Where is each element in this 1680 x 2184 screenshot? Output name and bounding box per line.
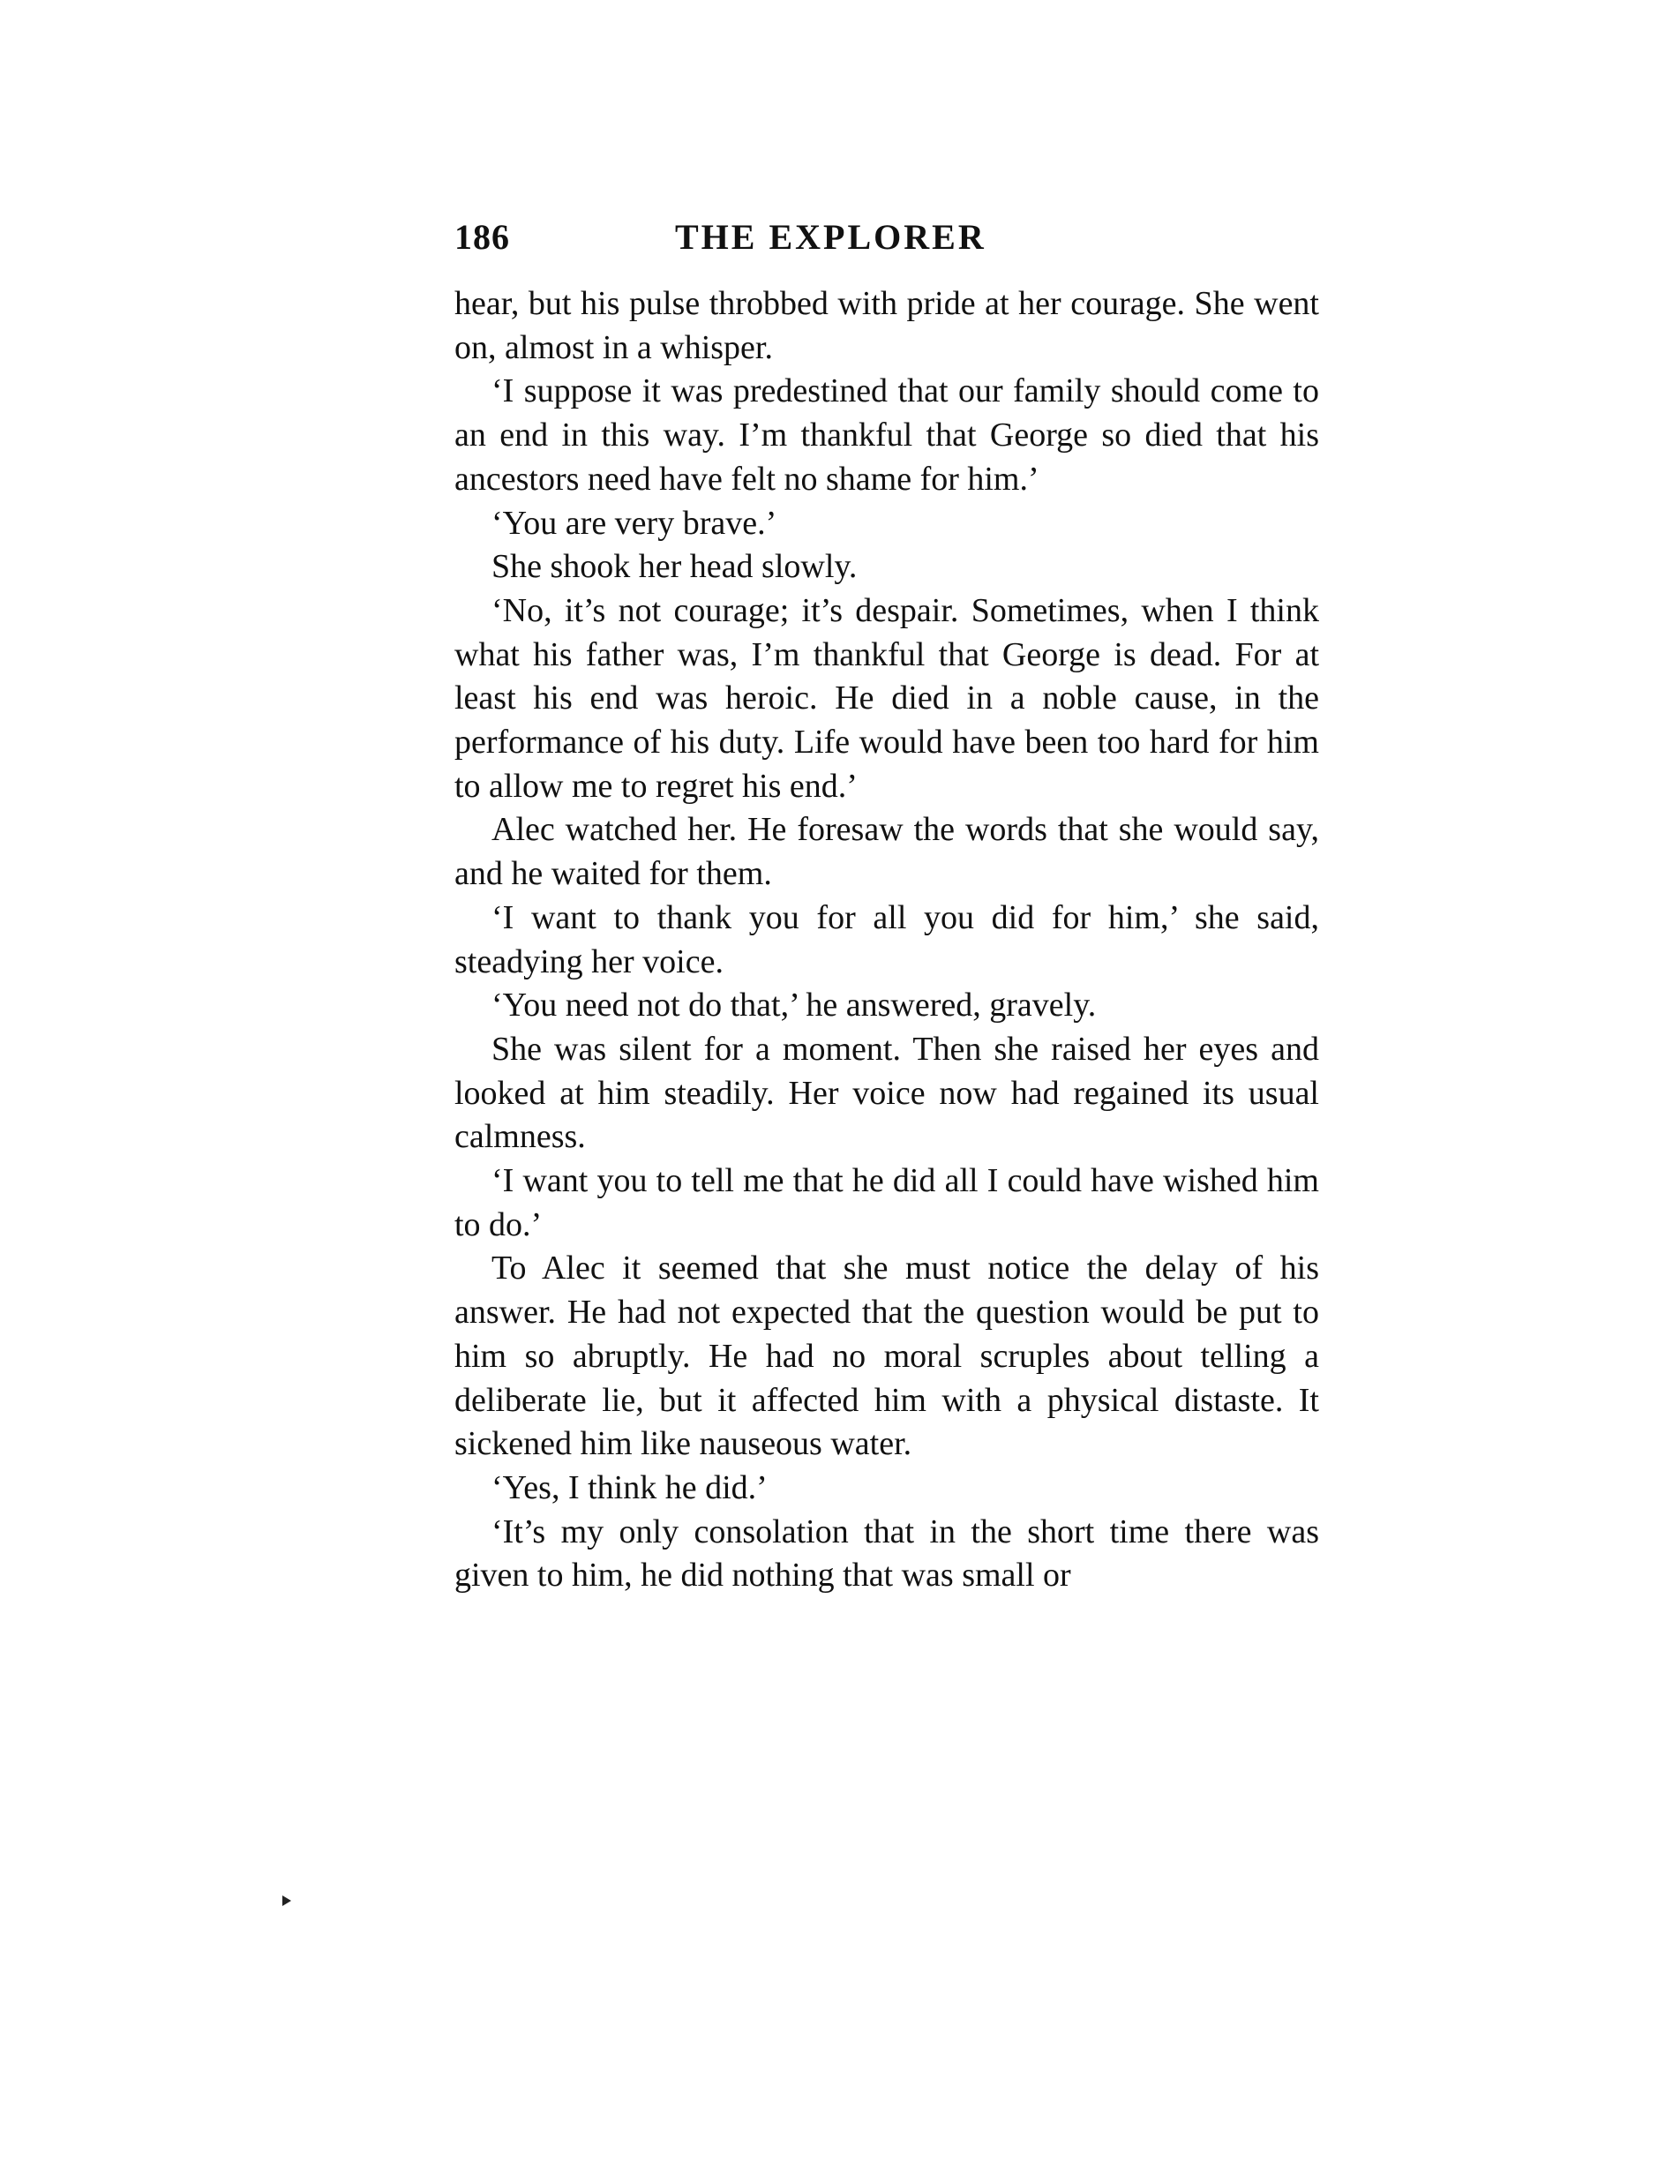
paragraph: ‘I want to thank you for all you did for him,’ she said, steadying her voice. (454, 898, 1319, 980)
paragraph: hear, but his pulse throbbed with pride at her courage. She went on, almost in a whisper. (454, 285, 1319, 366)
paragraph: ‘I suppose it was predestined that our family should come to an end in this way. I’m thankful that George so died that his ancestors need have felt no shame for him.’ (454, 372, 1319, 498)
paragraph: ‘You need not do that,’ he answered, gravely. (491, 987, 1097, 1024)
paragraph: ‘Yes, I think he did.’ (491, 1468, 768, 1506)
paragraph: She was silent for a moment. Then she raised her eyes and looked at him steadily. Her voice now had regained its usual calmness. (454, 1030, 1319, 1156)
paragraph: ‘I want you to tell me that he did all I could have wished him to do.’ (454, 1162, 1319, 1243)
paragraph: ‘You are very brave.’ (491, 504, 777, 542)
running-head (454, 216, 1319, 278)
paragraph: To Alec it seemed that she must notice the delay of his answer. He had not expected that the question would be put to him so abruptly. He had no moral scruples about telling a deliberate lie, but it affected him with a physical distaste. It sickened him like nauseous water. (454, 1250, 1319, 1463)
body-text (454, 282, 1319, 1598)
paragraph: She shook her head slowly. (491, 548, 858, 586)
paragraph: Alec watched her. He foresaw the words that she would say, and he waited for them. (454, 811, 1319, 893)
running-title: THE EXPLORER (675, 217, 986, 257)
page-number: 186 (454, 217, 510, 257)
paragraph: ‘No, it’s not courage; it’s despair. Sometimes, when I think what his father was, I’m thankful that George is dead. For at least his end was heroic. He died in a noble cause, in the performance of his duty. Life would have been too hard for him to allow me to regret his end.’ (454, 591, 1319, 805)
paragraph: ‘It’s my only consolation that in the short time there was given to him, he did nothing that was small or (454, 1512, 1319, 1595)
scan-mark-icon (282, 1895, 291, 1906)
